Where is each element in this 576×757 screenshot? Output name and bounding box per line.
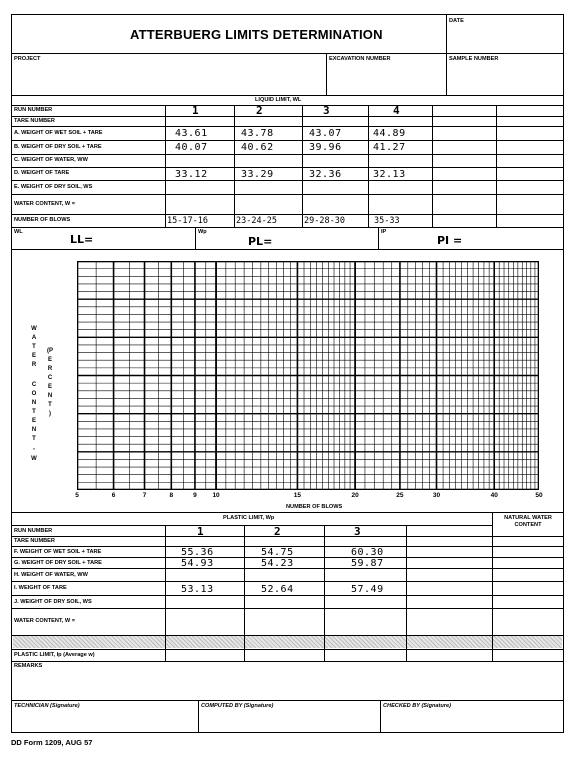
date-label: DATE [449, 18, 464, 24]
pl-run-number-label: RUN NUMBER [14, 528, 53, 534]
ll-dry-2: 40.62 [241, 142, 274, 153]
y-label-letter: E [47, 384, 52, 390]
plastic-limit-heading: PLASTIC LIMIT, Wp [223, 515, 275, 521]
x-tick-label: 20 [351, 492, 359, 499]
x-tick-label: 10 [212, 492, 220, 499]
ll-dry-soil-weight-label: E. WEIGHT OF DRY SOIL, WS [14, 184, 93, 190]
x-tick-label: 8 [169, 492, 174, 499]
y-label-letter: , [33, 445, 35, 451]
plastic-limit-average-label: PLASTIC LIMIT, Ip (Average w) [14, 652, 95, 658]
x-tick-label: 6 [111, 492, 116, 499]
y-label-letter: ) [49, 411, 51, 417]
ll-dry-3: 39.96 [309, 142, 342, 153]
pl-wet-2: 54.75 [261, 547, 294, 558]
pl-water-content-label: WATER CONTENT, W = [14, 618, 75, 624]
y-label-letter: A [31, 335, 37, 341]
ll-dry-soil-label: B. WEIGHT OF DRY SOIL + TARE [14, 144, 102, 150]
sample-number-label: SAMPLE NUMBER [449, 56, 499, 62]
y-label-letter: C [47, 375, 53, 381]
ll-tare-4: 32.13 [373, 169, 406, 180]
y-label-letter: R [47, 366, 53, 372]
ll-run-4: 4 [393, 104, 400, 117]
x-tick-label: 25 [396, 492, 404, 499]
ll-dry-1: 40.07 [175, 142, 208, 153]
pl-tare-3: 57.49 [351, 584, 384, 595]
y-label-letter: N [47, 393, 53, 399]
computed-by-signature-label: COMPUTED BY (Signature) [201, 703, 274, 709]
x-tick-label: 7 [142, 492, 147, 499]
excavation-number-label: EXCAVATION NUMBER [329, 56, 391, 62]
y-label-letter: T [48, 402, 52, 408]
x-tick-label: 15 [293, 492, 302, 499]
natural-water-content-label: NATURAL WATER CONTENT [504, 515, 552, 528]
ll-value: LL= [70, 233, 94, 246]
wl-label: WL [14, 229, 23, 235]
pl-wet-3: 60.30 [351, 547, 384, 558]
project-label: PROJECT [14, 56, 41, 62]
ll-blows-2: 23-24-25 [236, 216, 277, 226]
pl-value: PL= [248, 235, 273, 248]
ll-water-weight-label: C. WEIGHT OF WATER, WW [14, 157, 88, 163]
ll-run-1: 1 [192, 104, 199, 117]
x-tick-label: 30 [432, 492, 441, 499]
pl-tare-1: 53.13 [181, 584, 214, 595]
ll-water-content-label: WATER CONTENT, W = [14, 201, 75, 207]
ll-wet-1: 43.61 [175, 128, 208, 139]
x-tick-label: 9 [193, 492, 197, 499]
ll-run-2: 2 [256, 104, 263, 117]
ll-blows-3: 29-28-30 [304, 216, 345, 226]
x-tick-label: 5 [75, 492, 79, 499]
x-tick-label: 50 [535, 492, 543, 499]
y-label-letter: E [31, 353, 36, 359]
pl-dry-soil-label: G. WEIGHT OF DRY SOIL + TARE [14, 560, 102, 566]
atterberg-form [11, 14, 564, 733]
y-label-letter: (P [47, 348, 53, 354]
ll-tare-2: 33.29 [241, 169, 274, 180]
ll-blows-4: 35-33 [374, 216, 400, 226]
checked-by-signature-label: CHECKED BY (Signature) [383, 703, 451, 709]
pl-dry-2: 54.23 [261, 558, 294, 569]
wp-label: Wp [198, 229, 207, 235]
pl-run-3: 3 [354, 525, 361, 538]
pl-wet-soil-label: F. WEIGHT OF WET SOIL + TARE [14, 549, 102, 555]
pl-tare-weight-label: I. WEIGHT OF TARE [14, 585, 67, 591]
ll-blows-1: 15-17-16 [167, 216, 208, 226]
y-label-letter: T [32, 436, 36, 442]
y-label-letter: N [31, 427, 37, 433]
ll-tare-number-label: TARE NUMBER [14, 118, 55, 124]
remarks-label: REMARKS [14, 663, 43, 669]
ll-wet-3: 43.07 [309, 128, 342, 139]
y-label-letter: W [31, 456, 37, 462]
pl-tare-number-label: TARE NUMBER [14, 538, 55, 544]
ip-label: IP [381, 229, 387, 235]
pl-dry-soil-weight-label: J. WEIGHT OF DRY SOIL, WS [14, 599, 92, 605]
ll-dry-4: 41.27 [373, 142, 406, 153]
y-label-letter: T [32, 344, 36, 350]
y-label-letter: C [31, 382, 37, 388]
liquid-limit-heading: LIQUID LIMIT, WL [255, 97, 302, 103]
pl-wet-1: 55.36 [181, 547, 214, 558]
x-axis-label: NUMBER OF BLOWS [286, 504, 343, 510]
pl-run-2: 2 [274, 525, 281, 538]
shaded-row [13, 636, 562, 648]
pl-dry-1: 54.93 [181, 558, 214, 569]
y-label-letter: E [31, 418, 36, 424]
pl-water-weight-label: H. WEIGHT OF WATER, WW [14, 572, 88, 578]
pl-tare-2: 52.64 [261, 584, 294, 595]
x-tick-label: 40 [490, 492, 498, 499]
pi-value: PI = [437, 234, 463, 247]
ll-run-number-label: RUN NUMBER [14, 107, 53, 113]
ll-tare-1: 33.12 [175, 169, 208, 180]
pl-run-1: 1 [197, 525, 204, 538]
ll-wet-4: 44.89 [373, 128, 406, 139]
pl-dry-3: 59.87 [351, 558, 384, 569]
y-label-letter: T [32, 409, 36, 415]
ll-tare-weight-label: D. WEIGHT OF TARE [14, 170, 70, 176]
y-label-letter: N [31, 400, 37, 406]
ll-wet-soil-label: A. WEIGHT OF WET SOIL + TARE [14, 130, 103, 136]
technician-signature-label: TECHNICIAN (Signature) [14, 703, 80, 709]
ll-tare-3: 32.36 [309, 169, 342, 180]
semi-log-grid-chart [77, 261, 539, 490]
y-label-letter: E [47, 357, 52, 363]
y-label-letter: O [31, 391, 37, 397]
ll-wet-2: 43.78 [241, 128, 274, 139]
y-label-letter: W [31, 326, 37, 332]
form-number: DD Form 1209, AUG 57 [11, 738, 93, 747]
form-title: ATTERBUERG LIMITS DETERMINATION [130, 27, 383, 42]
y-label-letter: R [31, 362, 37, 368]
ll-run-3: 3 [323, 104, 330, 117]
ll-blows-label: NUMBER OF BLOWS [14, 217, 71, 223]
